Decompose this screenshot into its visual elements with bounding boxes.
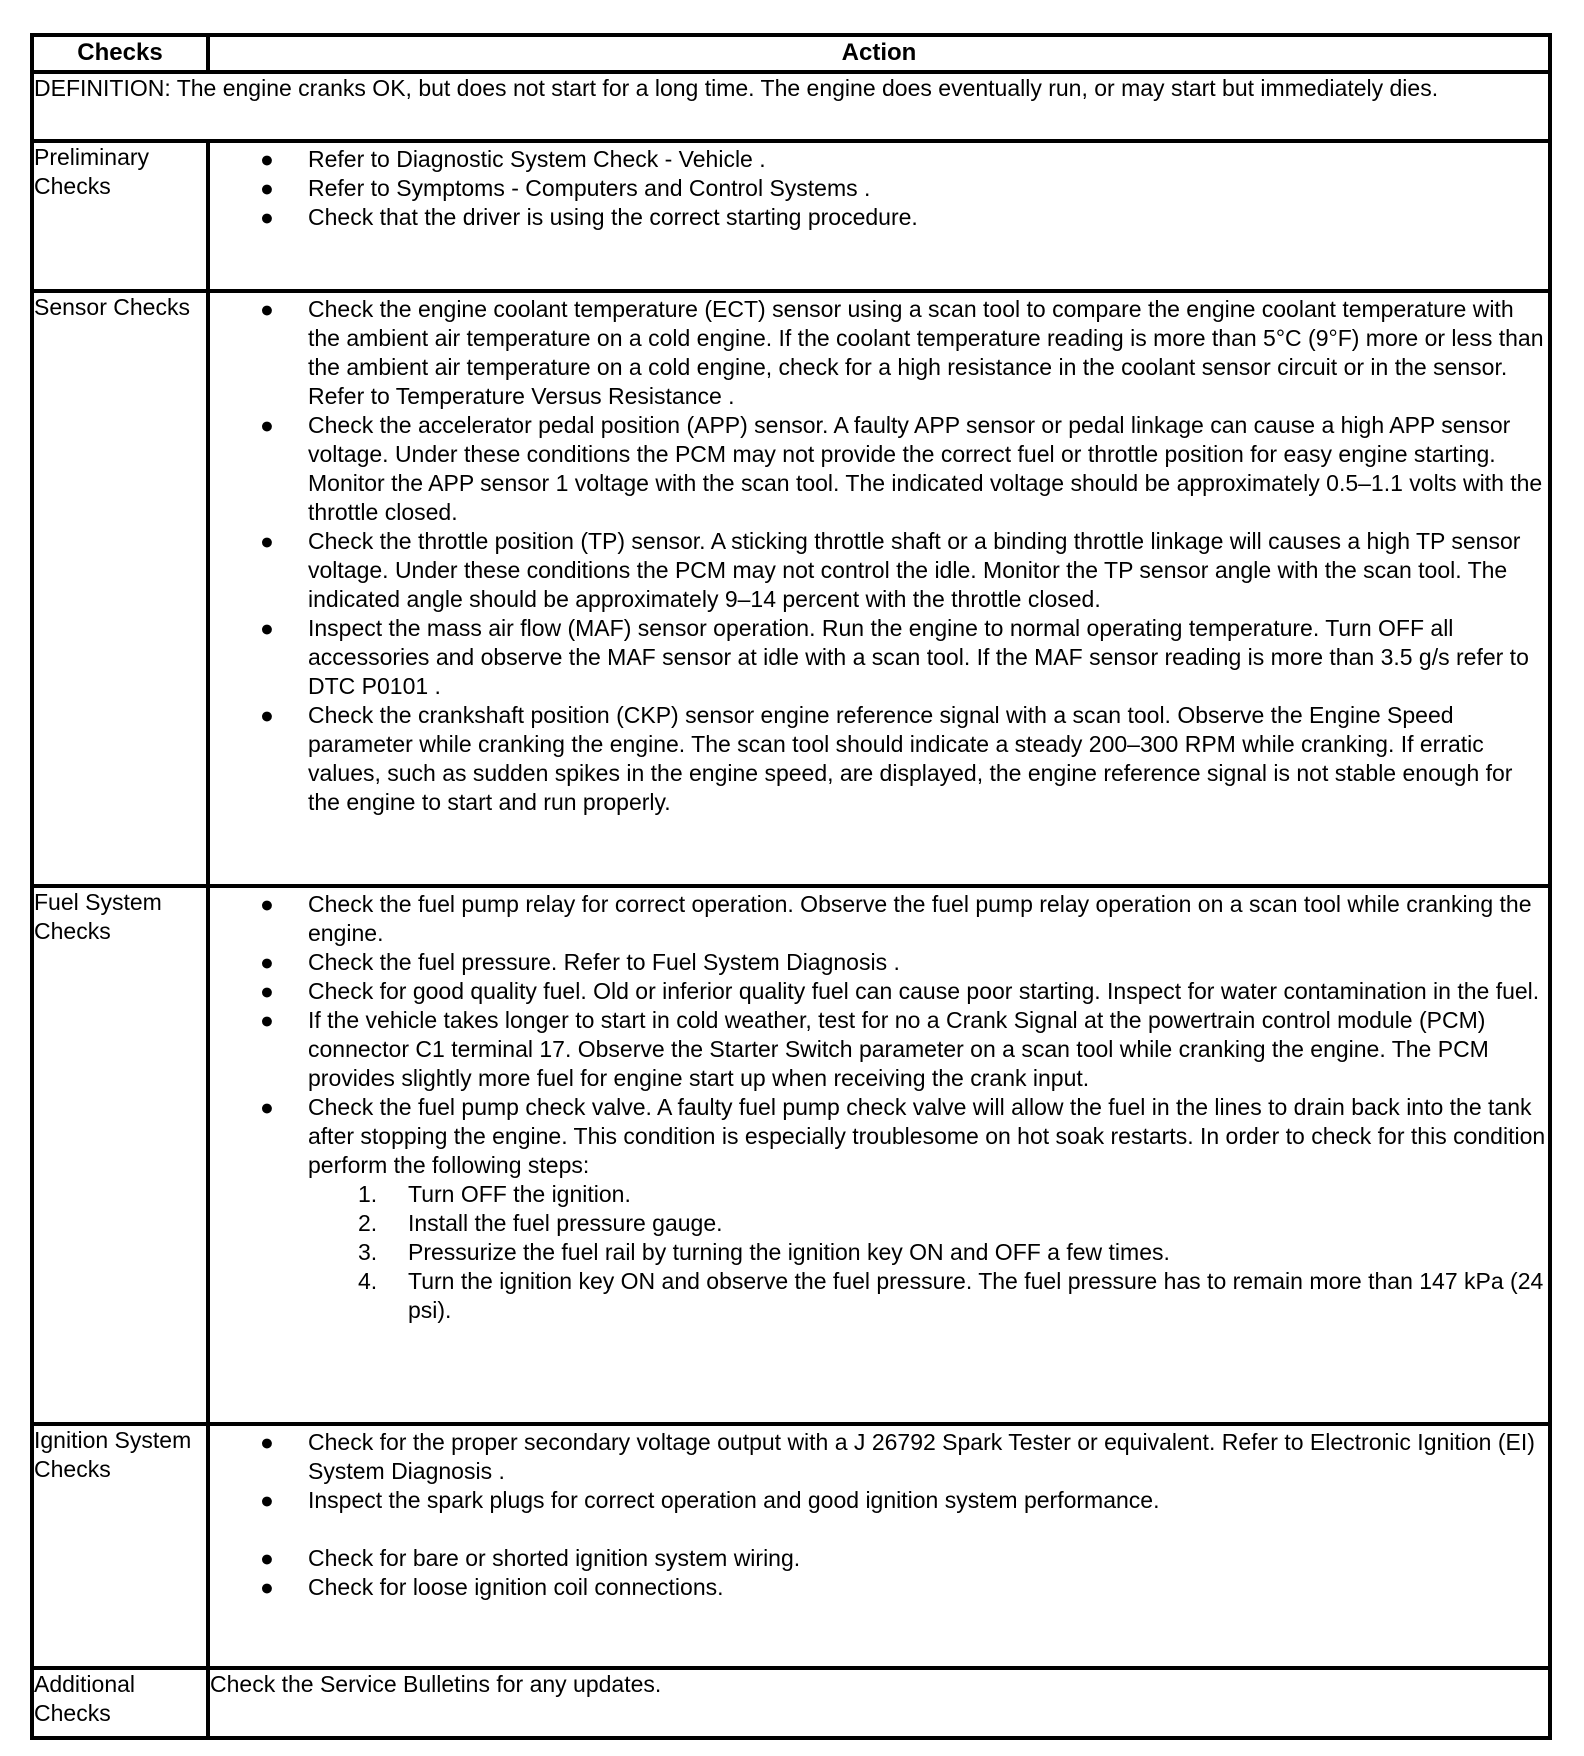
step-number: 3.	[358, 1239, 378, 1265]
step-item	[308, 1209, 1548, 1238]
step-text: Pressurize the fuel rail by turning the ignition key ON and OFF a few times.	[408, 1239, 1170, 1265]
bullet-text: Check the fuel pressure. Refer to Fuel System Diagnosis .	[308, 949, 900, 975]
bullet-text: Check that the driver is using the correct starting procedure.	[308, 204, 918, 230]
definition-row	[32, 72, 1550, 141]
section-action	[208, 141, 1550, 291]
bullet-text: Refer to Symptoms - Computers and Control Systems .	[308, 175, 871, 201]
section-label: Preliminary Checks	[32, 141, 208, 291]
section-label: Sensor Checks	[32, 291, 208, 886]
bullet-text: Check for bare or shorted ignition system wiring.	[308, 1545, 801, 1571]
list-item: ● Inspect the mass air flow (MAF) sensor operation. Run the engine to normal operating temperature. Turn OFF all accessories and observe the MAF sensor at idle with a scan tool. If the MAF sensor reading is more than 3.5 g/s refer to DTC P0101 .	[260, 615, 1529, 699]
section-action	[208, 886, 1550, 1424]
list-item: ● Inspect the spark plugs for correct operation and good ignition system performance.	[260, 1487, 1160, 1513]
bullet-text: Check for good quality fuel. Old or inferior quality fuel can cause poor starting. Inspect for water contamination in the fuel.	[308, 978, 1540, 1004]
step-item	[308, 1267, 1548, 1325]
section-label: Additional Checks	[32, 1668, 208, 1738]
header-row	[32, 35, 1550, 72]
list-item: ● Refer to Diagnostic System Check - Vehicle .	[260, 146, 766, 172]
header-action: Action	[208, 35, 1550, 72]
bullet-text: Check for loose ignition coil connections.	[308, 1574, 724, 1600]
bullet-text: Check the crankshaft position (CKP) sensor engine reference signal with a scan tool. Observe the Engine Speed parameter while cranking the engine. The scan tool should indicate a steady 200–300 RPM while cranking. If erratic values, such as sudden spikes in the engine speed, are displayed, the engine reference signal is not stable enough for the engine to start and run properly.	[308, 702, 1513, 815]
section-row-sensor	[32, 291, 1550, 886]
step-number: 2.	[358, 1210, 378, 1236]
bullet-text: Check the fuel pump relay for correct operation. Observe the fuel pump relay operation on a scan tool while cranking the engine.	[308, 891, 1532, 946]
bullet-text: Refer to Diagnostic System Check - Vehicle .	[308, 146, 766, 172]
numbered-steps	[308, 1180, 1548, 1325]
section-label: Ignition System Checks	[32, 1424, 208, 1668]
list-item: ● Check the throttle position (TP) sensor. A sticking throttle shaft or a binding throttle linkage will causes a high TP sensor voltage. Under these conditions the PCM may not control the idle. Monitor the TP sensor angle with the scan tool. The indicated angle should be approximately 9–14 percent with the throttle closed.	[260, 528, 1521, 612]
diagnostic-table	[30, 33, 1552, 1740]
bullet-text: Check for the proper secondary voltage output with a J 26792 Spark Tester or equivalent. Refer to Electronic Ignition (EI) System Diagnosis .	[308, 1429, 1535, 1484]
section-label: Fuel System Checks	[32, 886, 208, 1424]
list-item: ● Check for good quality fuel. Old or inferior quality fuel can cause poor starting. Inspect for water contamination in the fuel.	[260, 978, 1540, 1004]
definition-text: DEFINITION: The engine cranks OK, but does not start for a long time. The engine does eventually run, or may start but immediately dies.	[32, 72, 1550, 141]
bullet-text: Check the fuel pump check valve. A faulty fuel pump check valve will allow the fuel in the lines to drain back into the tank after stopping the engine. This condition is especially troublesome on hot soak restarts. In order to check for this condition perform the following steps:	[308, 1094, 1546, 1178]
step-text: Turn the ignition key ON and observe the fuel pressure. The fuel pressure has to remain more than 147 kPa (24 psi).	[408, 1268, 1544, 1323]
additional-text: Check the Service Bulletins for any updates.	[208, 1668, 1550, 1738]
list-item: ● Refer to Symptoms - Computers and Control Systems .	[260, 175, 871, 201]
list-item: ● Check for bare or shorted ignition system wiring.	[260, 1545, 801, 1571]
section-action	[208, 1424, 1550, 1668]
header-checks: Checks	[32, 35, 208, 72]
step-number: 4.	[358, 1268, 378, 1294]
bullet-text: Inspect the spark plugs for correct operation and good ignition system performance.	[308, 1487, 1160, 1513]
section-row-ignition	[32, 1424, 1550, 1668]
step-text: Install the fuel pressure gauge.	[408, 1210, 723, 1236]
list-item: ● Check the crankshaft position (CKP) sensor engine reference signal with a scan tool. Observe the Engine Speed parameter while cranking the engine. The scan tool should indicate a steady 200–300 RPM while cranking. If erratic values, such as sudden spikes in the engine speed, are displayed, the engine reference signal is not stable enough for the engine to start and run properly.	[260, 702, 1513, 815]
section-action	[208, 291, 1550, 886]
section-row-preliminary	[32, 141, 1550, 291]
list-item: ● Check for loose ignition coil connections.	[260, 1574, 724, 1600]
bullet-text: Check the accelerator pedal position (APP) sensor. A faulty APP sensor or pedal linkage can cause a high APP sensor voltage. Under these conditions the PCM may not provide the correct fuel or throttle position for easy engine starting. Monitor the APP sensor 1 voltage with the scan tool. The indicated voltage should be approximately 0.5–1.1 volts with the throttle closed.	[308, 412, 1543, 525]
section-row-fuel	[32, 886, 1550, 1424]
bullet-text: If the vehicle takes longer to start in cold weather, test for no a Crank Signal at the powertrain control module (PCM) connector C1 terminal 17. Observe the Starter Switch parameter on a scan tool while cranking the engine. The PCM provides slightly more fuel for engine start up when receiving the crank input.	[308, 1007, 1489, 1091]
step-item	[308, 1238, 1548, 1267]
bullet-text: Check the engine coolant temperature (ECT) sensor using a scan tool to compare the engine coolant temperature with the ambient air temperature on a cold engine. If the coolant temperature reading is more than 5°C (9°F) more or less than the ambient air temperature on a cold engine, check for a high resistance in the coolant sensor circuit or in the sensor. Refer to Temperature Versus Resistance .	[308, 296, 1544, 409]
list-item: ● If the vehicle takes longer to start in cold weather, test for no a Crank Signal at the powertrain control module (PCM) connector C1 terminal 17. Observe the Starter Switch parameter on a scan tool while cranking the engine. The PCM provides slightly more fuel for engine start up when receiving the crank input.	[260, 1007, 1489, 1091]
section-row-additional	[32, 1668, 1550, 1738]
list-item: ● Check the fuel pump relay for correct operation. Observe the fuel pump relay operation on a scan tool while cranking the engine.	[260, 891, 1532, 946]
step-number: 1.	[358, 1181, 378, 1207]
bullet-text: Check the throttle position (TP) sensor. A sticking throttle shaft or a binding throttle linkage will causes a high TP sensor voltage. Under these conditions the PCM may not control the idle. Monitor the TP sensor angle with the scan tool. The indicated angle should be approximately 9–14 percent with the throttle closed.	[308, 528, 1521, 612]
bullet-text: Inspect the mass air flow (MAF) sensor operation. Run the engine to normal operating temperature. Turn OFF all accessories and observe the MAF sensor at idle with a scan tool. If the MAF sensor reading is more than 3.5 g/s refer to DTC P0101 .	[308, 615, 1529, 699]
step-text: Turn OFF the ignition.	[408, 1181, 631, 1207]
list-item: ● Check the accelerator pedal position (APP) sensor. A faulty APP sensor or pedal linkage can cause a high APP sensor voltage. Under these conditions the PCM may not provide the correct fuel or throttle position for easy engine starting. Monitor the APP sensor 1 voltage with the scan tool. The indicated voltage should be approximately 0.5–1.1 volts with the throttle closed.	[260, 412, 1543, 525]
step-item	[308, 1180, 1548, 1209]
list-item: ● Check that the driver is using the correct starting procedure.	[260, 204, 918, 230]
list-item: ● Check for the proper secondary voltage output with a J 26792 Spark Tester or equivalent. Refer to Electronic Ignition (EI) System Diagnosis .	[260, 1429, 1535, 1484]
list-item: ● Check the engine coolant temperature (ECT) sensor using a scan tool to compare the engine coolant temperature with the ambient air temperature on a cold engine. If the coolant temperature reading is more than 5°C (9°F) more or less than the ambient air temperature on a cold engine, check for a high resistance in the coolant sensor circuit or in the sensor. Refer to Temperature Versus Resistance .	[260, 296, 1544, 409]
list-item: ● Check the fuel pump check valve. A faulty fuel pump check valve will allow the fuel in the lines to drain back into the tank after stopping the engine. This condition is especially troublesome on hot soak restarts. In order to check for this condition perform the following steps: 1. Turn OFF the ignition. 2. Install the fuel pressure gauge. 3. Pressurize the fuel rail by turning the ignition key ON and OFF a few times. 4. Turn the ignition key ON and observe the fuel pressure. The fuel pressure has to remain more than 147 kPa (24 psi).	[32, 1093, 1548, 1325]
spacer	[32, 1515, 1548, 1544]
list-item: ● Check the fuel pressure. Refer to Fuel System Diagnosis .	[260, 949, 900, 975]
